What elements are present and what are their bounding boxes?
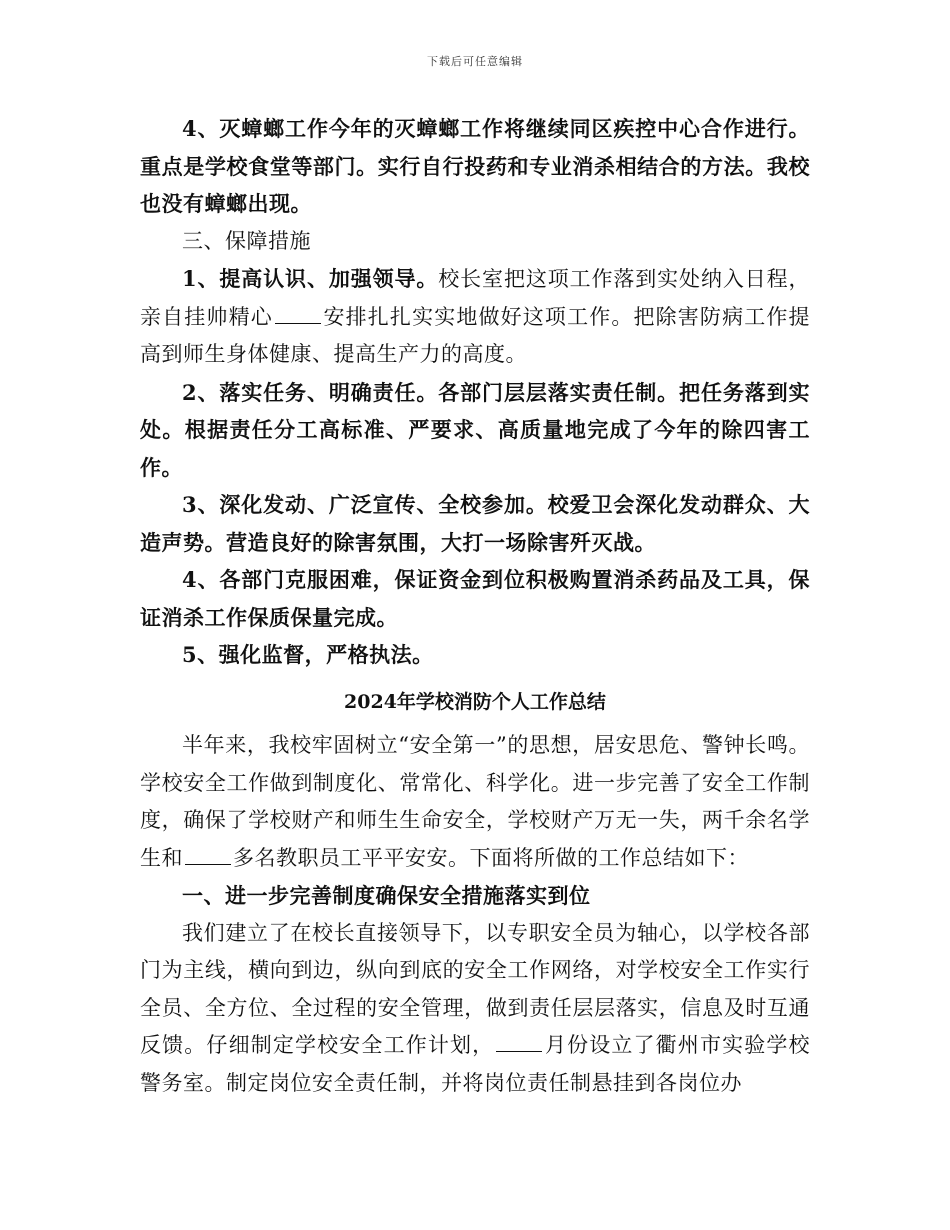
heading-safeguards: 三、保障措施: [182, 228, 311, 253]
summary-intro-b: 多名教职员工平平安安。下面将所做的工作总结如下：: [233, 845, 749, 870]
measure-1-text-a: 校长室把这项工作落到实处纳入日程，亲自挂帅精心: [140, 267, 810, 329]
document-body: [140, 110, 810, 1102]
measure-1-lead: 1、提高认识、加强领导。: [182, 266, 439, 291]
paragraph-summary-network: [140, 915, 810, 1103]
paragraph-measure-5: 5、强化监督，严格执法。: [182, 642, 434, 667]
section-title: 2024年学校消防个人工作总结: [344, 690, 606, 713]
summary-intro-a: 半年来，我校牢固树立“安全第一”的思想，居安思危、警钟长鸣。学校安全工作做到制度化、常常化、科学化。进一步完善了安全工作制度，确保了学校财产和师生生命安全，学校财产万无一失，两千余名学生和: [140, 733, 810, 870]
paragraph-cockroach: 4、灭蟑螂工作今年的灭蟑螂工作将继续同区疾控中心合作进行。重点是学校食堂等部门。实行自行投药和专业消杀相结合的方法。我校也没有蟑螂出现。: [140, 116, 810, 216]
header-note: 下载后可任意编辑: [427, 55, 523, 68]
measure-1-text-b: 安排扎扎实实地做好这项工作。把除害防病工作提高到师生身体健康、提高生产力的高度。: [140, 304, 811, 366]
paragraph-measure-3: 3、深化发动、广泛宣传、全校参加。校爱卫会深化发动群众、大造声势。营造良好的除害氛围，大打一场除害歼灭战。: [140, 492, 810, 555]
blank-line: [185, 863, 231, 865]
heading-summary-1: 一、进一步完善制度确保安全措施落实到位: [182, 883, 591, 908]
paragraph-measure-2: 2、落实任务、明确责任。各部门层层落实责任制。把任务落到实处。根据责任分工高标准、严要求、高质量地完成了今年的除四害工作。: [140, 379, 810, 480]
blank-line: [275, 322, 321, 324]
paragraph-measure-4: 4、各部门克服困难，保证资金到位积极购置消杀药品及工具，保证消杀工作保质保量完成。: [140, 567, 810, 630]
paragraph-measure-1: [140, 260, 810, 374]
blank-line: [496, 1050, 542, 1052]
summary-network-b: 月份设立了衢州市实验学校警务室。制定岗位安全责任制，并将岗位责任制悬挂到各岗位办: [140, 1033, 811, 1095]
summary-network-a: 我们建立了在校长直接领导下，以专职安全员为轴心，以学校各部门为主线，横向到边，纵向到底的安全工作网络，对学校安全工作实行全员、全方位、全过程的安全管理，做到责任层层落实，信息及时互通反馈。仔细制定学校安全工作计划，: [140, 920, 810, 1057]
paragraph-summary-intro: [140, 727, 810, 877]
